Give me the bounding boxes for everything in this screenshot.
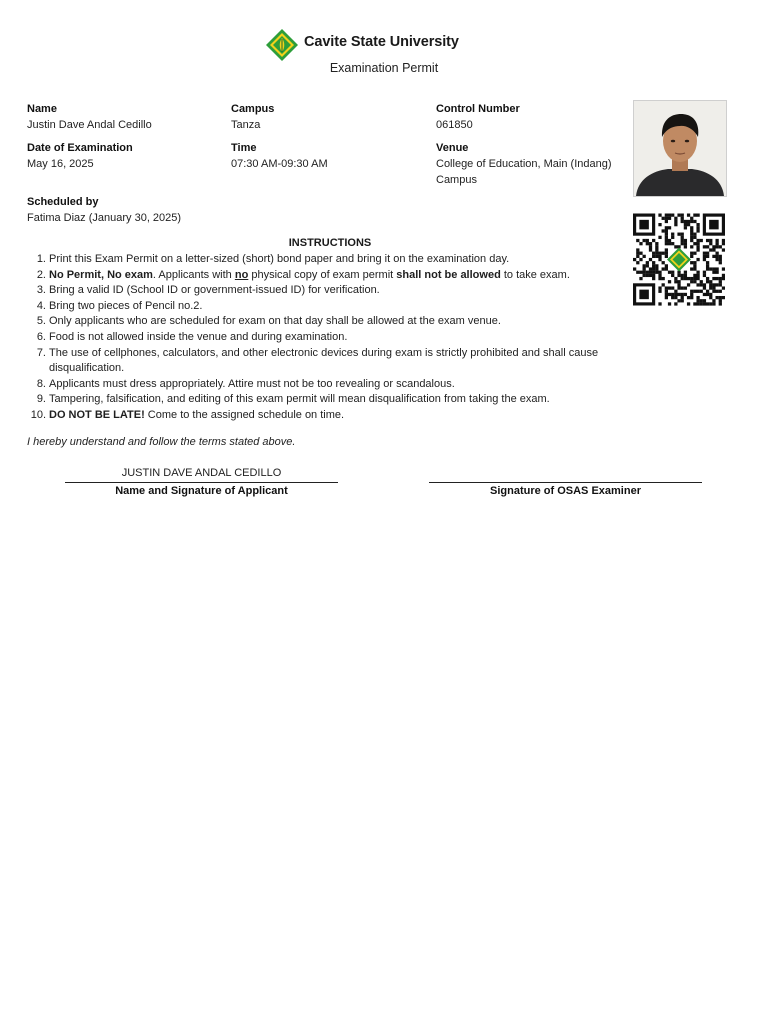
instruction-number: 2. <box>36 268 46 281</box>
instruction-text: Applicants must dress appropriately. Attire must not be too revealing or scandalous. <box>49 377 455 390</box>
scheduled-by-field <box>27 194 181 226</box>
instruction-text: Bring two pieces of Pencil no.2. <box>49 299 203 312</box>
instruction-item <box>28 314 640 330</box>
instruction-item <box>28 408 640 424</box>
venue-value-line2: Campus <box>436 174 477 186</box>
instruction-number: 4. <box>36 299 46 312</box>
venue-value-line1: College of Education, Main (Indang) <box>436 158 612 170</box>
instructions-list <box>28 252 640 424</box>
instruction-emphasis: No Permit, No exam <box>49 268 153 281</box>
instruction-number: 10. <box>30 408 46 421</box>
applicant-printed-name: JUSTIN DAVE ANDAL CEDILLO <box>121 467 282 479</box>
instruction-text: . Applicants with <box>152 268 235 281</box>
instruction-item <box>28 330 640 346</box>
scheduled-by-label: Scheduled by <box>27 196 99 208</box>
examiner-signature-caption: Signature of OSAS Examiner <box>490 485 641 497</box>
campus-field <box>231 101 274 133</box>
signature-line <box>429 482 702 483</box>
signature-line <box>65 482 338 483</box>
instruction-text: physical copy of exam permit <box>248 268 397 281</box>
date-value: May 16, 2025 <box>27 158 94 170</box>
campus-label: Campus <box>231 103 275 115</box>
venue-label: Venue <box>436 142 469 154</box>
venue-field <box>436 140 612 188</box>
scheduled-by-value: Fatima Diaz (January 30, 2025) <box>27 212 182 224</box>
instructions-title: INSTRUCTIONS <box>288 237 372 249</box>
applicant-photo <box>633 100 727 197</box>
instruction-item <box>28 252 640 268</box>
university-seal-icon <box>265 28 299 62</box>
instruction-text: Food is not allowed inside the venue and during examination. <box>49 330 348 343</box>
instruction-item <box>28 268 640 284</box>
instruction-item <box>28 283 640 299</box>
instruction-text: Come to the assigned schedule on time. <box>144 408 345 421</box>
instruction-number: 5. <box>36 315 46 328</box>
applicant-signature-block <box>65 466 338 497</box>
campus-value: Tanza <box>231 119 261 131</box>
document-title: Examination Permit <box>329 61 439 75</box>
instruction-emphasis: shall not be allowed <box>396 268 501 281</box>
instruction-item <box>28 392 640 408</box>
instruction-text: Bring a valid ID (School ID or government-issued ID) for verification. <box>49 284 380 297</box>
agreement-statement: I hereby understand and follow the terms stated above. <box>27 436 296 448</box>
examiner-printed-name <box>429 466 702 481</box>
name-value: Justin Dave Andal Cedillo <box>27 119 152 131</box>
instruction-number: 9. <box>36 393 46 406</box>
instruction-number: 1. <box>36 253 46 265</box>
instruction-item <box>28 377 640 393</box>
instruction-text: Tampering, falsification, and editing of this exam permit will mean disqualification from taking the exam. <box>49 393 550 406</box>
qr-center-seal <box>667 248 691 272</box>
control-number-field <box>436 101 520 133</box>
control-number-label: Control Number <box>436 103 520 115</box>
applicant-signature-caption: Name and Signature of Applicant <box>115 485 288 497</box>
date-label: Date of Examination <box>27 142 133 154</box>
examiner-signature-block <box>429 466 702 497</box>
instruction-emphasis: DO NOT BE LATE! <box>49 408 145 421</box>
permit-header <box>0 28 768 88</box>
instruction-item <box>28 299 640 315</box>
university-name: Cavite State University <box>304 34 459 50</box>
instruction-text: to take exam. <box>500 268 570 281</box>
instruction-number: 6. <box>36 330 46 343</box>
instruction-item <box>28 346 640 377</box>
name-field <box>27 101 152 133</box>
time-value: 07:30 AM-09:30 AM <box>231 158 328 170</box>
qr-code <box>633 212 725 307</box>
instruction-underline: no <box>234 268 249 281</box>
instruction-text: Print this Exam Permit on a letter-sized (short) bond paper and bring it on the examination day. <box>49 253 510 265</box>
date-field <box>27 140 133 172</box>
instruction-text: Only applicants who are scheduled for exam on that day shall be allowed at the exam venue. <box>49 315 501 328</box>
time-field <box>231 140 328 172</box>
control-number-value: 061850 <box>436 119 473 131</box>
instruction-text: The use of cellphones, calculators, and other electronic devices during exam is strictly prohibited and shall cause disqualification. <box>49 346 599 375</box>
instruction-number: 3. <box>36 284 46 297</box>
instruction-number: 8. <box>36 377 46 390</box>
name-label: Name <box>27 103 57 115</box>
time-label: Time <box>231 142 257 154</box>
instruction-number: 7. <box>36 346 46 359</box>
